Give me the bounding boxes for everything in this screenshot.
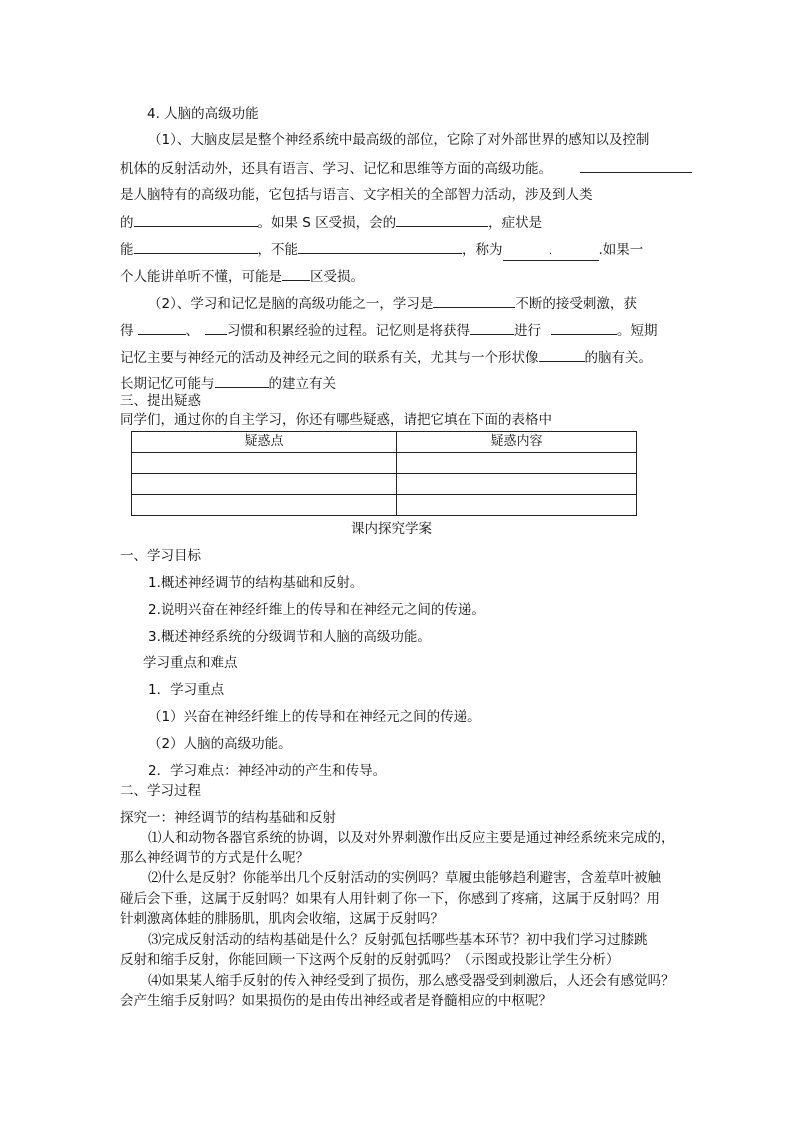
text: ，不能 bbox=[257, 242, 298, 258]
table-cell[interactable] bbox=[132, 453, 397, 474]
table-row bbox=[132, 495, 637, 516]
question1-line1: ⑴人和动物各器官系统的协调，以及对外界刺激作出反应主要是通过神经系统来完成的， bbox=[148, 830, 675, 846]
key-focus-item: （1）兴奋在神经纤维上的传导和在神经元之间的传递。 bbox=[148, 709, 481, 725]
text: （2）、学习和记忆是脑的高级功能之一，学习是 bbox=[148, 296, 434, 312]
text: 。短期 bbox=[617, 323, 658, 339]
question1-line2: 那么神经调节的方式是什么呢？ bbox=[120, 850, 309, 866]
section4-title: 4. 人脑的高级功能 bbox=[147, 106, 259, 122]
fill-blank[interactable] bbox=[433, 293, 515, 308]
para1-line4 bbox=[120, 212, 542, 233]
goal-item: 1.概述神经调节的结构基础和反射。 bbox=[148, 575, 364, 591]
goal-item: 2.说明兴奋在神经纤维上的传导和在神经元之间的传递。 bbox=[148, 602, 485, 618]
question2-line3: 针刺激离体蛙的腓肠肌，肌肉会收缩，这属于反射吗？ bbox=[120, 911, 444, 927]
text: 得 bbox=[120, 323, 134, 339]
text: 。如果 S 区受损，会的 bbox=[257, 215, 397, 231]
process-title: 二、学习过程 bbox=[120, 783, 201, 799]
fill-blank[interactable] bbox=[470, 320, 514, 335]
plan-title: 课内探究学案 bbox=[351, 521, 432, 537]
para1-line2-text: 机体的反射活动外，还具有语言、学习、记忆和思维等方面的高级功能。 bbox=[120, 161, 552, 177]
question4-line2: 会产生缩手反射吗？如果损伤的是由传出神经或者是脊髓相应的中枢呢？ bbox=[120, 993, 552, 1009]
section3-title: 三、提出疑惑 bbox=[120, 393, 201, 409]
fill-blank[interactable] bbox=[503, 246, 599, 261]
key-focus-item: （2）人脑的高级功能。 bbox=[148, 736, 292, 752]
text: 能 bbox=[120, 242, 134, 258]
text: 习惯和积累经验的过程。记忆则是将获得 bbox=[227, 323, 470, 339]
question3-line1: ⑶完成反射活动的结构基础是什么？反射弧包括哪些基本环节？初中我们学习过膝跳 bbox=[148, 932, 648, 948]
para2-line2 bbox=[120, 320, 658, 341]
text: 的脑有关。 bbox=[584, 350, 652, 366]
text: ，症状是 bbox=[488, 215, 543, 231]
key-focus-title: 1．学习重点 bbox=[148, 682, 225, 698]
para1-line5 bbox=[120, 239, 643, 261]
doubt-table bbox=[131, 431, 637, 516]
fill-blank[interactable] bbox=[396, 212, 488, 227]
question3-line2: 反射和缩手反射，你能回顾一下这两个反射的反射弧吗？（示图或投影让学生分析） bbox=[120, 952, 620, 968]
table-header-row bbox=[132, 432, 637, 453]
para2-line1 bbox=[148, 293, 637, 314]
section3-intro: 同学们，通过你的自主学习，你还有哪些疑惑，请把它填在下面的表格中 bbox=[120, 412, 552, 428]
fill-blank[interactable] bbox=[138, 320, 186, 335]
fill-blank[interactable] bbox=[205, 320, 227, 335]
fill-blank[interactable] bbox=[282, 266, 310, 281]
fill-blank[interactable] bbox=[215, 373, 269, 388]
text: 区受损。 bbox=[310, 269, 364, 285]
table-cell[interactable] bbox=[397, 495, 637, 516]
question4-line1: ⑷如果某人缩手反射的传入神经受到了损伤，那么感受器受到刺激后，人还会有感觉吗？ bbox=[148, 973, 675, 989]
table-cell[interactable] bbox=[397, 474, 637, 495]
fill-blank[interactable] bbox=[298, 239, 462, 254]
question2-line2: 碰后会下垂，这属于反射吗？如果有人用针刺了你一下，你感到了疼痛，这属于反射吗？用 bbox=[120, 891, 660, 907]
key-points-title: 学习重点和难点 bbox=[143, 655, 238, 671]
fill-blank[interactable] bbox=[539, 347, 585, 362]
table-row bbox=[132, 453, 637, 474]
fill-blank[interactable] bbox=[580, 158, 692, 173]
table-cell[interactable] bbox=[132, 495, 397, 516]
fill-blank[interactable] bbox=[551, 320, 617, 335]
table-cell[interactable] bbox=[132, 474, 397, 495]
para2-line3 bbox=[120, 347, 652, 368]
table-header-cell: 疑惑点 bbox=[132, 432, 397, 453]
text: ，称为 bbox=[462, 242, 503, 258]
dot-mark: . bbox=[548, 246, 553, 257]
text: .如果一 bbox=[598, 242, 644, 258]
text: 长期记忆可能与 bbox=[120, 376, 215, 392]
para1-line1: （1）、大脑皮层是整个神经系统中最高级的部位，它除了对外部世界的感知以及控制 bbox=[148, 132, 650, 148]
fill-blank[interactable] bbox=[134, 212, 258, 227]
text: 、 bbox=[185, 323, 199, 339]
text: 的 bbox=[120, 215, 134, 231]
text: 的建立有关 bbox=[268, 376, 336, 392]
goal-item: 3.概述神经系统的分级调节和人脑的高级功能。 bbox=[148, 629, 431, 645]
text: 进行 bbox=[514, 323, 541, 339]
question2-line1: ⑵什么是反射？你能举出几个反射活动的实例吗？草履虫能够趋利避害，含羞草叶被触 bbox=[148, 870, 661, 886]
table-header-cell: 疑惑内容 bbox=[397, 432, 637, 453]
difficulty-line: 2．学习难点：神经冲动的产生和传导。 bbox=[148, 763, 387, 779]
text: 个人能讲单听不懂，可能是 bbox=[120, 269, 282, 285]
table-row bbox=[132, 474, 637, 495]
table-cell[interactable] bbox=[397, 453, 637, 474]
explore-title: 探究一：神经调节的结构基础和反射 bbox=[120, 810, 336, 826]
para1-line6 bbox=[120, 266, 364, 287]
para1-line3: 是人脑特有的高级功能，它包括与语言、文字相关的全部智力活动，涉及到人类 bbox=[120, 187, 593, 203]
text: 不断的接受刺激，获 bbox=[515, 296, 637, 312]
text: 记忆主要与神经元的活动及神经元之间的联系有关，尤其与一个形状像 bbox=[120, 350, 539, 366]
para1-line2 bbox=[120, 158, 692, 179]
fill-blank[interactable] bbox=[134, 239, 258, 254]
goals-title: 一、学习目标 bbox=[120, 548, 201, 564]
